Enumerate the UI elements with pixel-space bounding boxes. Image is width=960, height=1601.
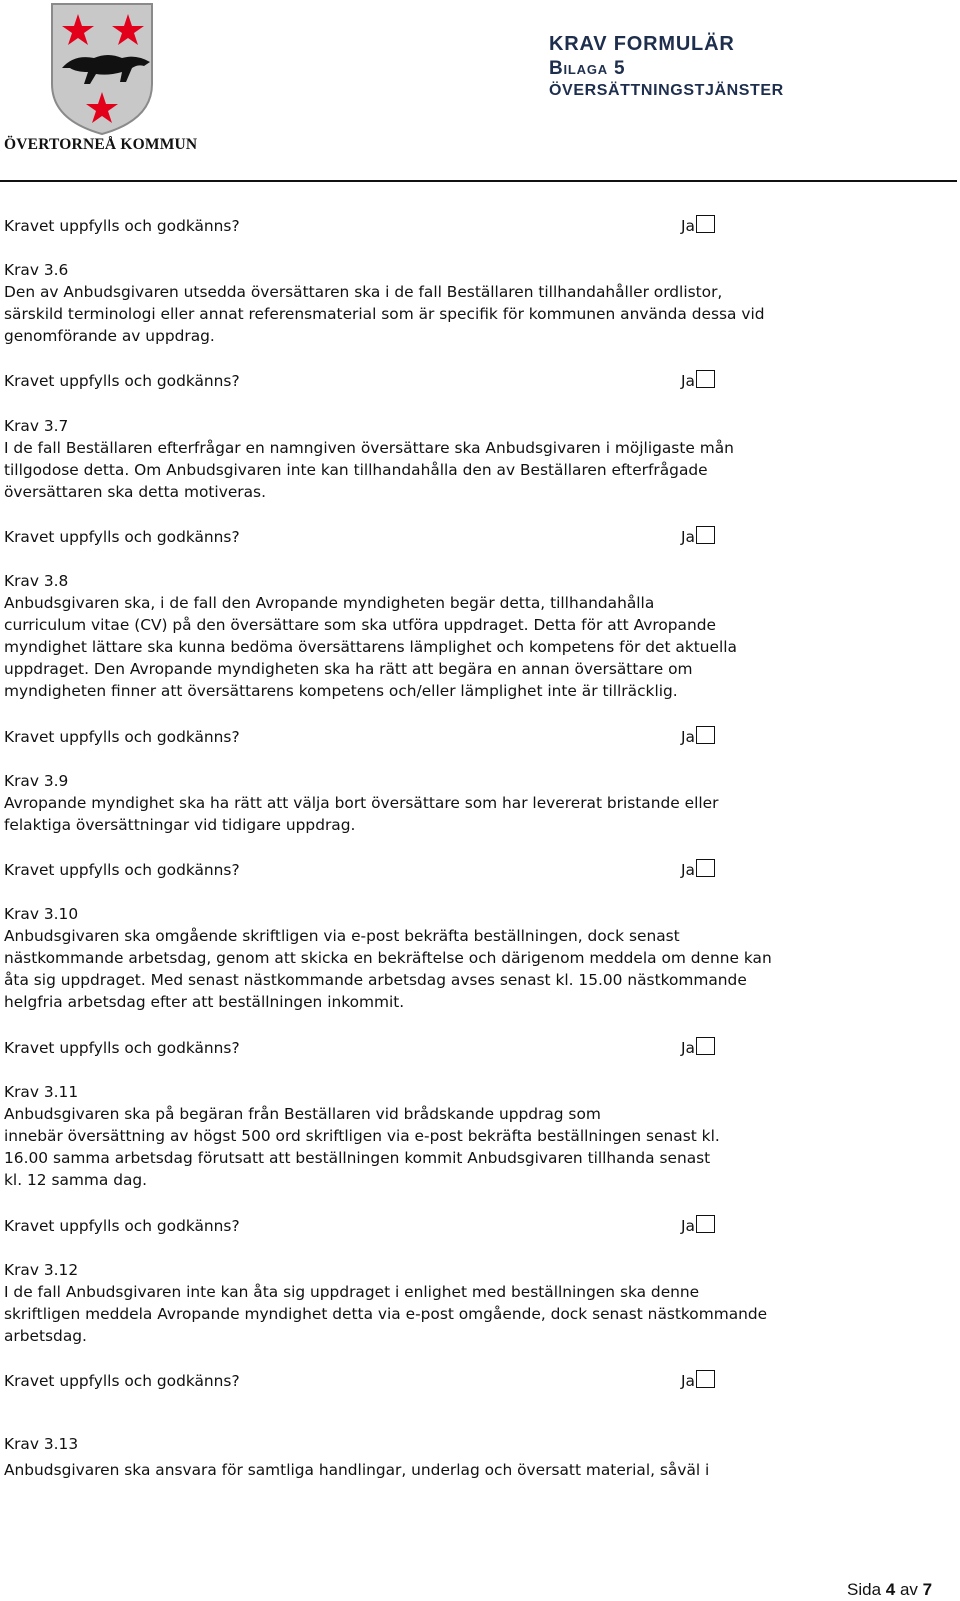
ja-label: Ja xyxy=(681,1217,695,1235)
requirement-text-line: innebär översättning av högst 500 ord skriftligen via e-post bekräfta beställningen senast kl. xyxy=(4,1127,720,1145)
requirement-text-line: arbetsdag. xyxy=(4,1327,87,1345)
footer-total-pages: 7 xyxy=(922,1580,933,1599)
requirement-number: Krav 3.13 xyxy=(4,1435,79,1453)
compliance-question: Kravet uppfylls och godkänns? xyxy=(4,528,240,546)
requirement-text-line: curriculum vitae (CV) på den översättare som ska utföra uppdraget. Detta för att Avropande xyxy=(4,616,716,634)
ja-label: Ja xyxy=(681,372,695,390)
requirement-text-line: myndighet lättare ska kunna bedöma översättarens lämplighet och kompetens för det aktuella xyxy=(4,638,737,656)
document-header xyxy=(549,34,784,99)
footer-page-number: 4 xyxy=(885,1580,896,1599)
requirement-text-line: särskild terminologi eller annat referensmaterial som är specifik för kommunen använda dessa vid xyxy=(4,305,765,323)
ja-checkbox[interactable] xyxy=(696,526,715,544)
ja-checkbox[interactable] xyxy=(696,215,715,233)
ja-checkbox[interactable] xyxy=(696,726,715,744)
ja-checkbox[interactable] xyxy=(696,1037,715,1055)
ja-checkbox-group xyxy=(681,1370,715,1392)
requirement-text-line: Anbudsgivaren ska ansvara för samtliga handlingar, underlag och översatt material, såväl i xyxy=(4,1461,710,1479)
requirement-number: Krav 3.7 xyxy=(4,417,69,435)
compliance-question: Kravet uppfylls och godkänns? xyxy=(4,1217,240,1235)
ja-checkbox-group xyxy=(681,726,715,748)
ja-checkbox-group xyxy=(681,370,715,392)
ja-label: Ja xyxy=(681,728,695,746)
compliance-question: Kravet uppfylls och godkänns? xyxy=(4,1372,240,1390)
footer-prefix: Sida xyxy=(847,1580,882,1599)
ja-checkbox-group xyxy=(681,859,715,881)
requirement-text-line: åta sig uppdraget. Med senast nästkommande arbetsdag avses senast kl. 15.00 nästkommande xyxy=(4,971,747,989)
requirement-number: Krav 3.9 xyxy=(4,772,69,790)
requirement-text-line: uppdraget. Den Avropande myndigheten ska ha rätt att begära en annan översättare om xyxy=(4,660,693,678)
requirement-text-line: I de fall Anbudsgivaren inte kan åta sig uppdraget i enlighet med beställningen ska denne xyxy=(4,1283,700,1301)
ja-checkbox[interactable] xyxy=(696,1215,715,1233)
requirement-text-line: skriftligen meddela Avropande myndighet detta via e-post omgående, dock senast nästkommande xyxy=(4,1305,768,1323)
requirement-text-line: kl. 12 samma dag. xyxy=(4,1171,148,1189)
requirement-text-line: felaktiga översättningar vid tidigare uppdrag. xyxy=(4,816,356,834)
compliance-question: Kravet uppfylls och godkänns? xyxy=(4,372,240,390)
requirement-number: Krav 3.10 xyxy=(4,905,79,923)
ja-label: Ja xyxy=(681,528,695,546)
service-title: ÖVERSÄTTNINGSTJÄNSTER xyxy=(549,82,784,99)
ja-label: Ja xyxy=(681,217,695,235)
ja-label: Ja xyxy=(681,1372,695,1390)
requirement-text-line: nästkommande arbetsdag, genom att skicka en bekräftelse och därigenom meddela om denne kan xyxy=(4,949,772,967)
ja-checkbox-group xyxy=(681,526,715,548)
logo xyxy=(4,2,200,154)
appendix-label: Bilaga 5 xyxy=(549,58,626,79)
coat-of-arms-icon xyxy=(4,2,200,136)
ja-label: Ja xyxy=(681,861,695,879)
requirement-text-line: Avropande myndighet ska ha rätt att välja bort översättare som har levererat bristande eller xyxy=(4,794,719,812)
requirement-number: Krav 3.11 xyxy=(4,1083,79,1101)
requirement-text-line: I de fall Beställaren efterfrågar en namngiven översättare ska Anbudsgivaren i möjligaste mån xyxy=(4,439,734,457)
requirement-text-line: 16.00 samma arbetsdag förutsatt att beställningen kommit Anbudsgivaren tillhanda senast xyxy=(4,1149,711,1167)
ja-checkbox[interactable] xyxy=(696,370,715,388)
footer-mid: av xyxy=(899,1580,918,1599)
compliance-question: Kravet uppfylls och godkänns? xyxy=(4,861,240,879)
ja-label: Ja xyxy=(681,1039,695,1057)
requirement-text-line: myndigheten finner att översättarens kompetens och/eller lämplighet inte är tillräcklig. xyxy=(4,682,678,700)
ja-checkbox[interactable] xyxy=(696,1370,715,1388)
ja-checkbox[interactable] xyxy=(696,859,715,877)
compliance-question: Kravet uppfylls och godkänns? xyxy=(4,1039,240,1057)
ja-checkbox-group xyxy=(681,215,715,237)
requirement-text-line: översättaren ska detta motiveras. xyxy=(4,483,266,501)
page-footer xyxy=(847,1580,932,1600)
requirement-text-line: Anbudsgivaren ska på begäran från Beställaren vid brådskande uppdrag som xyxy=(4,1105,601,1123)
form-title: KRAV FORMULÄR xyxy=(549,33,735,55)
requirement-text-line: helgfria arbetsdag efter att beställningen inkommit. xyxy=(4,993,405,1011)
requirement-text-line: Anbudsgivaren ska, i de fall den Avropande myndigheten begär detta, tillhandahålla xyxy=(4,594,655,612)
compliance-question: Kravet uppfylls och godkänns? xyxy=(4,728,240,746)
requirement-text-line: Den av Anbudsgivaren utsedda översättaren ska i de fall Beställaren tillhandahåller ordlistor, xyxy=(4,283,723,301)
requirement-text-line: Anbudsgivaren ska omgående skriftligen via e-post bekräfta beställningen, dock senast xyxy=(4,927,680,945)
requirement-text-line: tillgodose detta. Om Anbudsgivaren inte kan tillhandahålla den av Beställaren efterfrågade xyxy=(4,461,708,479)
header-divider xyxy=(0,180,957,182)
municipality-name: ÖVERTORNEÅ KOMMUN xyxy=(4,136,198,153)
requirement-number: Krav 3.12 xyxy=(4,1261,79,1279)
ja-checkbox-group xyxy=(681,1215,715,1237)
requirement-number: Krav 3.8 xyxy=(4,572,69,590)
requirement-text-line: genomförande av uppdrag. xyxy=(4,327,215,345)
requirement-number: Krav 3.6 xyxy=(4,261,69,279)
ja-checkbox-group xyxy=(681,1037,715,1059)
compliance-question: Kravet uppfylls och godkänns? xyxy=(4,217,240,235)
